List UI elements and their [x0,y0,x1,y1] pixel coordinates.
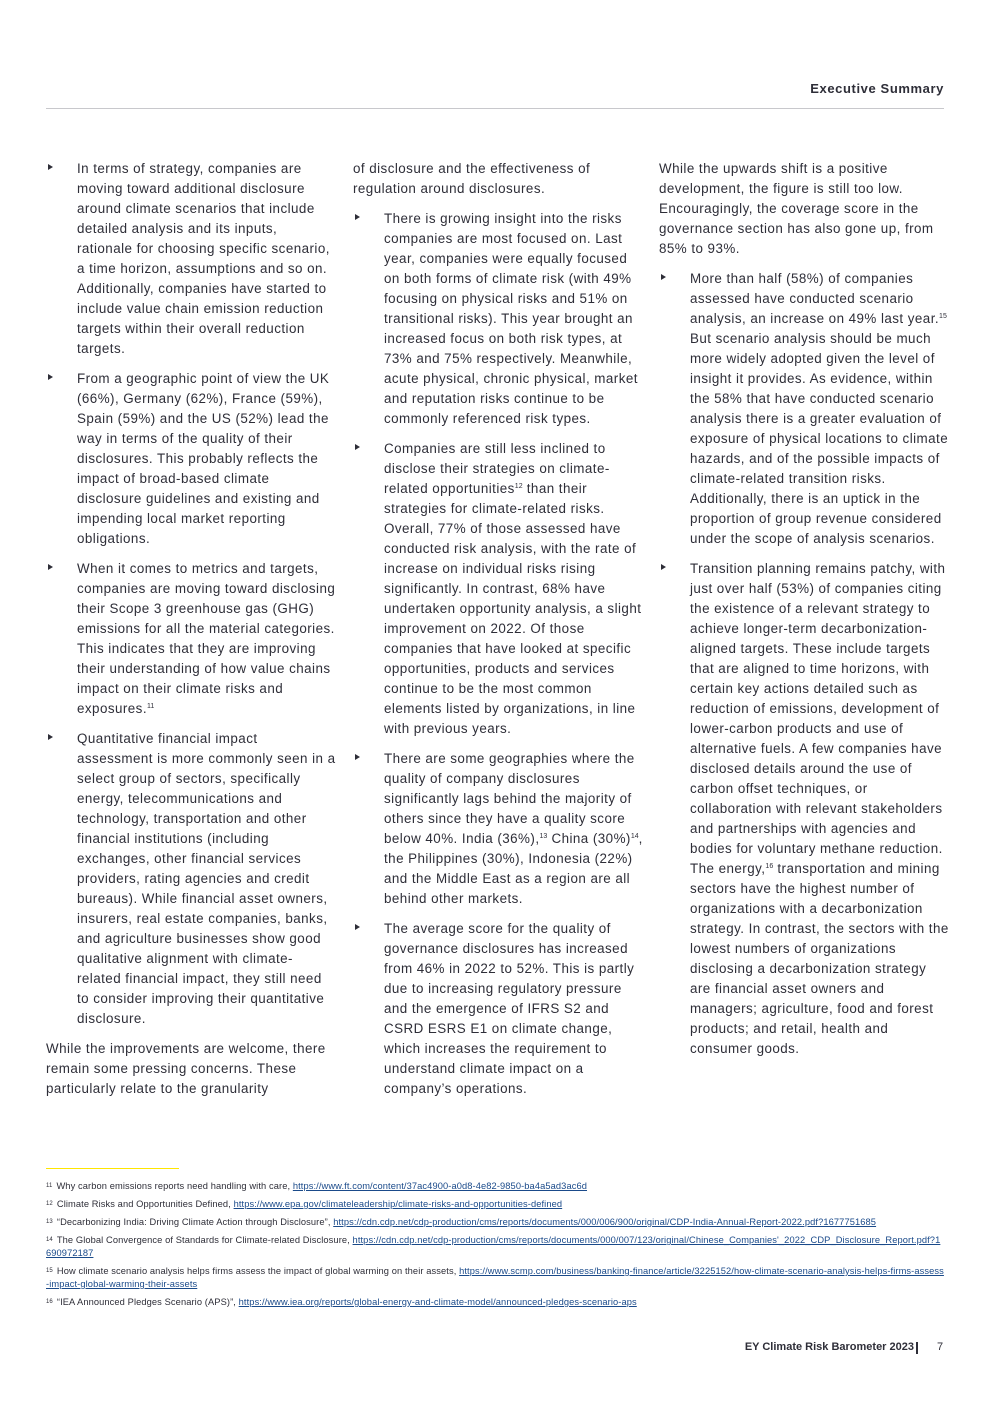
bullet-geographies-text-b: China (30%) [547,831,631,846]
footnote-number: 16 [46,1299,53,1305]
footnote-link[interactable]: https://www.iea.org/reports/global-energy-and-climate-model/announced-pledges-scenario-aps [238,1297,637,1307]
footer-report-title: EY Climate Risk Barometer 2023 [744,1341,914,1353]
bullet-opportunities-text-b: than their strategies for climate-related risks. Overall, 77% of those assessed have conducted risk analysis, with the rate of increase on individual risks rising significantly. In contrast, 68% have undertaken opportunity analysis, a slight improvement on 2022. Of those companies that have looked at specific opportunities, products and services continue to be the most common elements listed by organizations, in line with previous years. [384,481,642,736]
bullet-quantitative: Quantitative financial impact assessment is more commonly seen in a select group of sectors, specifically energy, telecommunications and technology, transportation and other financial institutions (including exchanges, other financial services providers, rating agencies and credit bureaus). While financial asset owners, insurers, real estate companies, banks, and agriculture businesses show good qualitative alignment with climate-related financial impact, they still need to consider improving their quantitative disclosure. [46,729,336,1029]
bullet-metrics-text: When it comes to metrics and targets, companies are moving toward disclosing their Scope 3 greenhouse gas (GHG) emissions for all the material categories. This indicates that they are improving their understanding of how value chains impact on their climate risks and exposures. [77,561,336,716]
bullet-transition-text-a: Transition planning remains patchy, with just over half (53%) of companies citing the existence of a relevant strategy to achieve longer-term decarbonization-aligned targets. These include targets that are aligned to time horizons, with certain key actions detailed such as reduction of emissions, development of lower-carbon products and use of alternative fuels. A few companies have disclosed details around the use of carbon offset techniques, or collaboration with relevant stakeholders and partnerships with agencies and bodies for voluntary methane reduction. The energy, [690,561,946,876]
bullet-governance: The average score for the quality of governance disclosures has increased from 46% in 2022 to 52%. This is partly due to increasing regulatory pressure and the emergence of IFRS S2 and CSRD ESRS E1 on climate change, which increases the requirement to understand climate impact on a company’s operations. [353,919,643,1099]
footnote-text: Why carbon emissions reports need handling with care, [56,1181,293,1191]
section-title: Executive Summary [810,81,944,96]
footnote-15 [46,1265,944,1291]
footnote-ref-16[interactable]: 16 [765,863,774,870]
column-1 [46,159,336,1109]
bullet-scenario-analysis [659,269,949,549]
footer-separator [916,1342,918,1354]
footnote-13 [46,1216,944,1229]
footnote-number: 13 [46,1219,53,1225]
footnote-ref-11[interactable]: 11 [147,703,155,710]
bullet-opportunities-text-a: Companies are still less inclined to disclose their strategies on climate-related opportunities [384,441,610,496]
footnote-ref-14[interactable]: 14 [630,833,639,840]
footnote-text: “Decarbonizing India: Driving Climate Action through Disclosure”, [56,1217,334,1227]
bullet-transition-planning [659,559,949,1059]
bullet-risks: There is growing insight into the risks companies are most focused on. Last year, companies were equally focused on both forms of climate risk (with 49% focusing on physical risks and 51% on transitional risks). This year brought an increased focus on both risk types, at 73% and 75% respectively. Meanwhile, acute physical, chronic physical, market and reputation risks continue to be commonly referenced risk types. [353,209,643,429]
footnote-number: 11 [46,1183,53,1189]
footnote-text: Climate Risks and Opportunities Defined, [56,1199,234,1209]
bullet-geographies-text-c: , the Philippines (30%), Indonesia (22%) and the Middle East as a region are all behind other markets. [384,831,643,906]
footnote-number: 15 [46,1268,53,1274]
bullet-strategy: In terms of strategy, companies are moving toward additional disclosure around climate scenarios that include detailed analysis and its inputs, rationale for choosing specific scenario, a time horizon, assumptions and so on. Additionally, companies have started to include value chain emission reduction targets within their overall reduction targets. [46,159,336,359]
column-3 [659,159,949,1069]
bullet-scenario-text-b: But scenario analysis should be much more widely adopted given the level of insight it provides. As evidence, within the 58% that have conducted scenario analysis there is a greater evaluation of exposure of physical locations to climate hazards, and of the possible impacts of climate-related transition risks. Additionally, there is an uptick in the proportion of group revenue considered under the scope of analysis scenarios. [690,331,949,546]
footnote-link[interactable]: https://www.ft.com/content/37ac4900-a0d8-4e82-9850-ba4a5ad3ac6d [292,1181,588,1191]
footnote-ref-13[interactable]: 13 [539,833,548,840]
footnote-16 [46,1296,944,1309]
footnote-text: How climate scenario analysis helps firms assess the impact of global warming on their assets, [56,1266,460,1276]
footnote-divider [46,1168,179,1169]
footnote-12 [46,1198,944,1211]
footnote-11 [46,1180,944,1193]
bullet-opportunities [353,439,643,739]
bullet-scenario-text-a: More than half (58%) of companies assessed have conducted scenario analysis, an increase on 49% last year. [690,271,940,326]
footnotes [46,1180,944,1314]
footnote-link[interactable]: https://cdn.cdp.net/cdp-production/cms/reports/documents/000/006/900/original/CDP-India-Annual-Report-2022.pdf?1677751685 [333,1217,877,1227]
footnote-ref-12[interactable]: 12 [514,483,523,490]
footnote-link[interactable]: https://cdn.cdp.net/cdp-production/cms/reports/documents/000/007/123/original/Chinese_Companies'_2022_CDP_Disclosure_Report.pdf?1690972187 [46,1235,941,1258]
paragraph-continued: of disclosure and the effectiveness of regulation around disclosures. [353,161,591,196]
bullet-geographies-text-a: There are some geographies where the quality of company disclosures significantly lags behind the majority of others since they have a quality score below 40%. India (36%), [384,751,635,846]
footnote-link[interactable]: https://www.epa.gov/climateleadership/climate-risks-and-opportunities-defined [233,1199,563,1209]
header-divider [46,108,944,109]
page-number: 7 [937,1341,944,1353]
bullet-metrics [46,559,336,719]
footnote-ref-15[interactable]: 15 [939,313,947,320]
footnote-number: 12 [46,1201,53,1207]
footnote-text: The Global Convergence of Standards for Climate-related Disclosure, [56,1235,353,1245]
footnote-link[interactable]: https://www.scmp.com/business/banking-finance/article/3225152/how-climate-scenario-analysis-helps-firms-assess-impact-global-warming-their-assets [46,1266,944,1289]
footnote-number: 14 [46,1237,53,1243]
bullet-geographies-lag [353,749,643,909]
column-2 [353,159,643,1109]
footnote-14 [46,1234,944,1260]
footnote-text: “IEA Announced Pledges Scenario (APS)”, [56,1297,239,1307]
paragraph-upwards-shift: While the upwards shift is a positive development, the figure is still too low. Encouragingly, the coverage score in the governance section has also gone up, from 85% to 93%. [659,161,934,256]
bullet-geography: From a geographic point of view the UK (66%), Germany (62%), France (59%), Spain (59%) and the US (52%) lead the way in terms of the quality of their disclosures. This probably reflects the impact of broad-based climate disclosure guidelines and existing and impending local market reporting obligations. [46,369,336,549]
bullet-transition-text-b: transportation and mining sectors have the highest number of organizations with a decarbonization strategy. In contrast, the sectors with the lowest numbers of organizations disclosing a decarbonization strategy are financial asset owners and managers; agriculture, food and forest products; and retail, health and consumer goods. [690,861,949,1056]
paragraph-concerns: While the improvements are welcome, there remain some pressing concerns. These particularly relate to the granularity [46,1041,326,1096]
